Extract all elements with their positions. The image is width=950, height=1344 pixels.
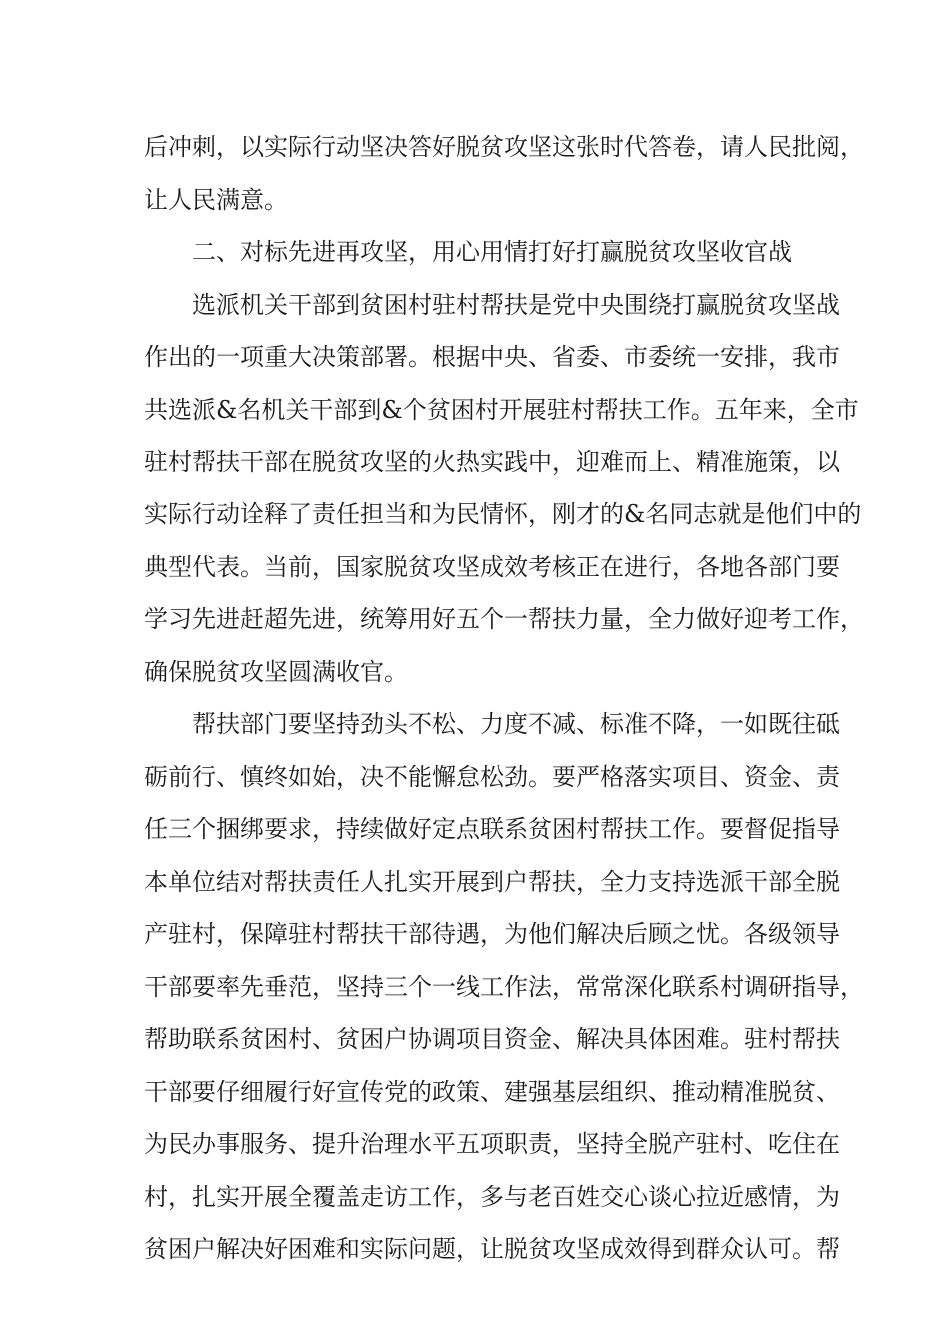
- paragraph-line: 共选派&名机关干部到&个贫困村开展驻村帮扶工作。五年来，全市: [144, 396, 859, 424]
- paragraph-line: 本单位结对帮扶责任人扎实开展到户帮扶，全力支持选派干部全脱: [144, 868, 840, 896]
- paragraph-line: 为民办事服务、提升治理水平五项职责，坚持全脱产驻村、吃住在: [144, 1130, 840, 1158]
- section-heading: 二、对标先进再攻坚，用心用情打好打赢脱贫攻坚收官战: [192, 238, 792, 266]
- paragraph-line: 选派机关干部到贫困村驻村帮扶是党中央围绕打赢脱贫攻坚战: [192, 291, 840, 319]
- paragraph-line: 确保脱贫攻坚圆满收官。: [144, 658, 408, 686]
- paragraph-line: 干部要仔细履行好宣传党的政策、建强基层组织、推动精准脱贫、: [144, 1078, 840, 1106]
- paragraph-line: 典型代表。当前，国家脱贫攻坚成效考核正在进行，各地各部门要: [144, 553, 840, 581]
- paragraph-line: 学习先进赶超先进，统筹用好五个一帮扶力量，全力做好迎考工作，: [144, 605, 864, 633]
- paragraph-line: 干部要率先垂范，坚持三个一线工作法，常常深化联系村调研指导，: [144, 973, 864, 1001]
- paragraph-line: 帮助联系贫困村、贫困户协调项目资金、解决具体困难。驻村帮扶: [144, 1025, 840, 1053]
- paragraph-line: 任三个捆绑要求，持续做好定点联系贫困村帮扶工作。要督促指导: [144, 815, 840, 843]
- paragraph-line: 驻村帮扶干部在脱贫攻坚的火热实践中，迎难而上、精准施策，以: [144, 448, 840, 476]
- paragraph-line: 后冲刺，以实际行动坚决答好脱贫攻坚这张时代答卷，请人民批阅，: [144, 133, 864, 161]
- paragraph-line: 实际行动诠释了责任担当和为民情怀，刚才的&名同志就是他们中的: [144, 500, 862, 528]
- paragraph-line: 作出的一项重大决策部署。根据中央、省委、市委统一安排，我市: [144, 343, 840, 371]
- paragraph-line: 帮扶部门要坚持劲头不松、力度不减、标准不降，一如既往砥: [192, 710, 840, 738]
- paragraph-line: 产驻村，保障驻村帮扶干部待遇，为他们解决后顾之忧。各级领导: [144, 920, 840, 948]
- paragraph-line: 让人民满意。: [144, 186, 288, 214]
- paragraph-line: 砺前行、慎终如始，决不能懈怠松劲。要严格落实项目、资金、责: [144, 763, 840, 791]
- paragraph-line: 贫困户解决好困难和实际问题，让脱贫攻坚成效得到群众认可。帮: [144, 1235, 840, 1263]
- paragraph-line: 村，扎实开展全覆盖走访工作，多与老百姓交心谈心拉近感情，为: [144, 1183, 840, 1211]
